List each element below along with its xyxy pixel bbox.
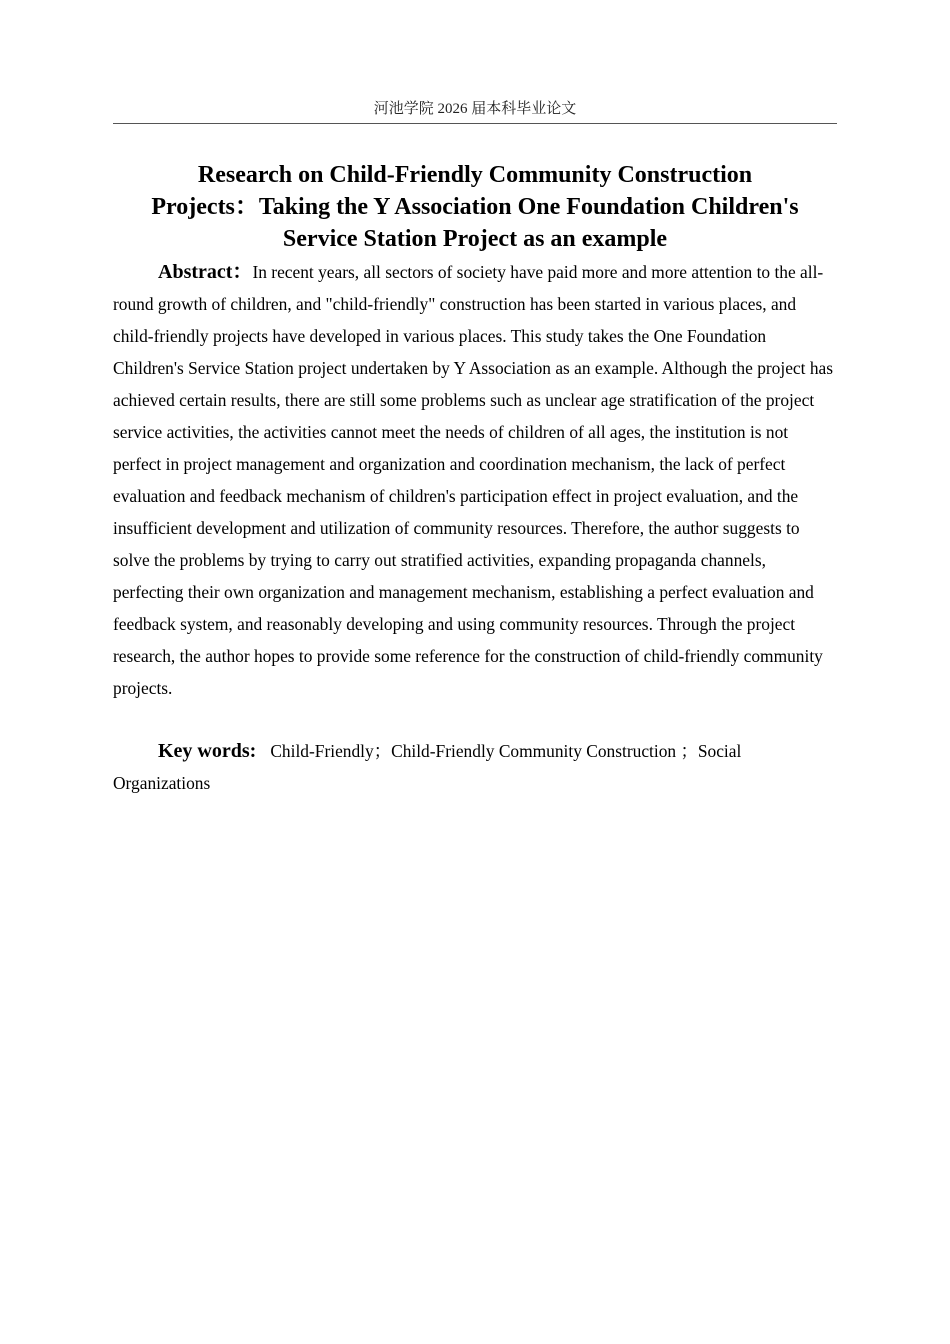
keywords-label: Key words: [158,740,257,762]
abstract-paragraph [113,256,837,704]
running-header-text: 河池学院 2026 届本科毕业论文 [373,101,577,117]
abstract-label: Abstract： [158,261,253,283]
abstract-text: In recent years, all sectors of society have paid more and more attention to the all-round growth of children, and "child-friendly" construction has been started in various places, and child-friendly projects have developed in various places. This study takes the One Foundation Children's Service Station project undertaken by Y Association as an example. Although the project has achieved certain results, there are still some problems such as unclear age stratification of the project service activities, the activities cannot meet the needs of children of all ages, the institution is not perfect in project management and organization and coordination mechanism, the lack of perfect evaluation and feedback mechanism of children's participation effect in project evaluation, and the insufficient development and utilization of community resources. Therefore, the author suggests to solve the problems by trying to carry out stratified activities, expanding propaganda channels, perfecting their own organization and management mechanism, establishing a perfect evaluation and feedback system, and reasonably developing and using community resources. Through the project research, the author hopes to provide some reference for the construction of child-friendly community projects. [113,262,834,698]
keywords-paragraph [113,735,837,799]
running-header [113,96,837,124]
thesis-title-line-3: Service Station Project as an example [282,226,668,252]
thesis-title [113,159,837,255]
thesis-title-line-2: Projects：Taking the Y Association One Foundation Children's [151,194,799,220]
thesis-title-line-1: Research on Child-Friendly Community Construction [197,162,753,188]
keywords-text: Child-Friendly；Child-Friendly Community Construction ；Social Organizations [113,741,742,793]
